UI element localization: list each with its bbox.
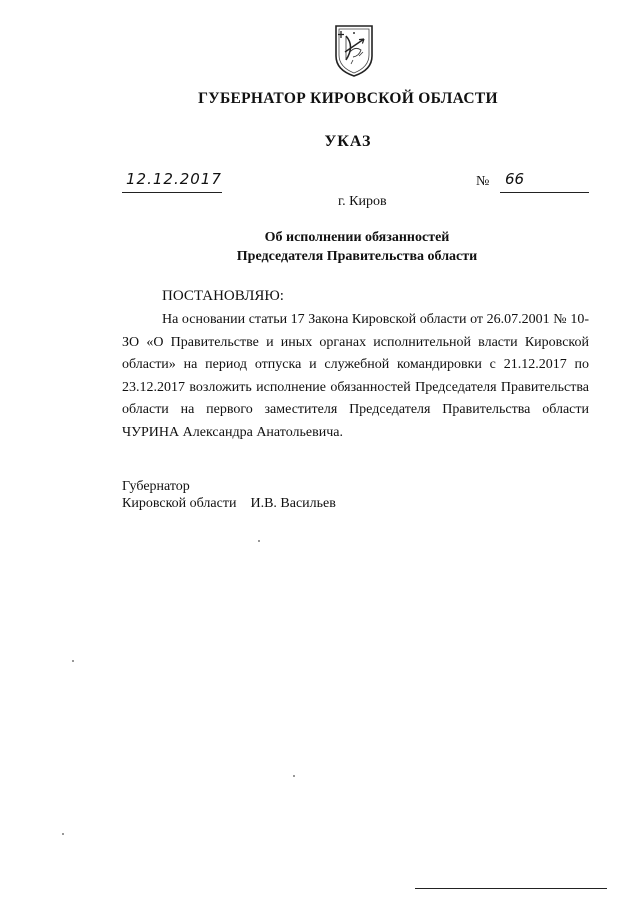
footer-rule xyxy=(415,888,607,889)
issue-city: г. Киров xyxy=(338,194,387,209)
signatory-title-line-2: Кировской области xyxy=(122,496,237,511)
decree-keyword: ПОСТАНОВЛЯЮ: xyxy=(162,288,284,304)
document-date: 12.12.2017 xyxy=(126,170,222,188)
scan-speck xyxy=(293,775,295,777)
signatory-title-line-1: Губернатор xyxy=(122,479,190,494)
signatory-row xyxy=(122,496,336,512)
signatory-name: И.В. Васильев xyxy=(250,496,336,511)
document-subject xyxy=(0,228,640,266)
number-label: № xyxy=(476,174,490,189)
decree-paragraph: На основании статьи 17 Закона Кировской области от 26.07.2001 № 10-ЗО «О Правительстве и иных органах исполнительной власти Кировской области» на период отпуска и служебной командировки с 21.12.2017 по 23.12.2017 возложить исполнение обязанностей Председателя Правительства области на первого заместителя Председателя Правительства области ЧУРИНА Александра Анатольевича. xyxy=(122,312,589,440)
subject-line-2: Председателя Правительства области xyxy=(236,249,478,264)
decree-body xyxy=(122,309,589,444)
issuing-authority: ГУБЕРНАТОР КИРОВСКОЙ ОБЛАСТИ xyxy=(198,90,498,107)
scan-speck xyxy=(72,660,74,662)
document-number: 66 xyxy=(505,170,525,188)
scan-speck xyxy=(62,833,64,835)
kirov-oblast-coat-of-arms-icon xyxy=(333,22,375,78)
scan-speck xyxy=(258,540,260,542)
document-type: УКАЗ xyxy=(324,133,372,150)
subject-line-1: Об исполнении обязанностей xyxy=(264,230,450,245)
